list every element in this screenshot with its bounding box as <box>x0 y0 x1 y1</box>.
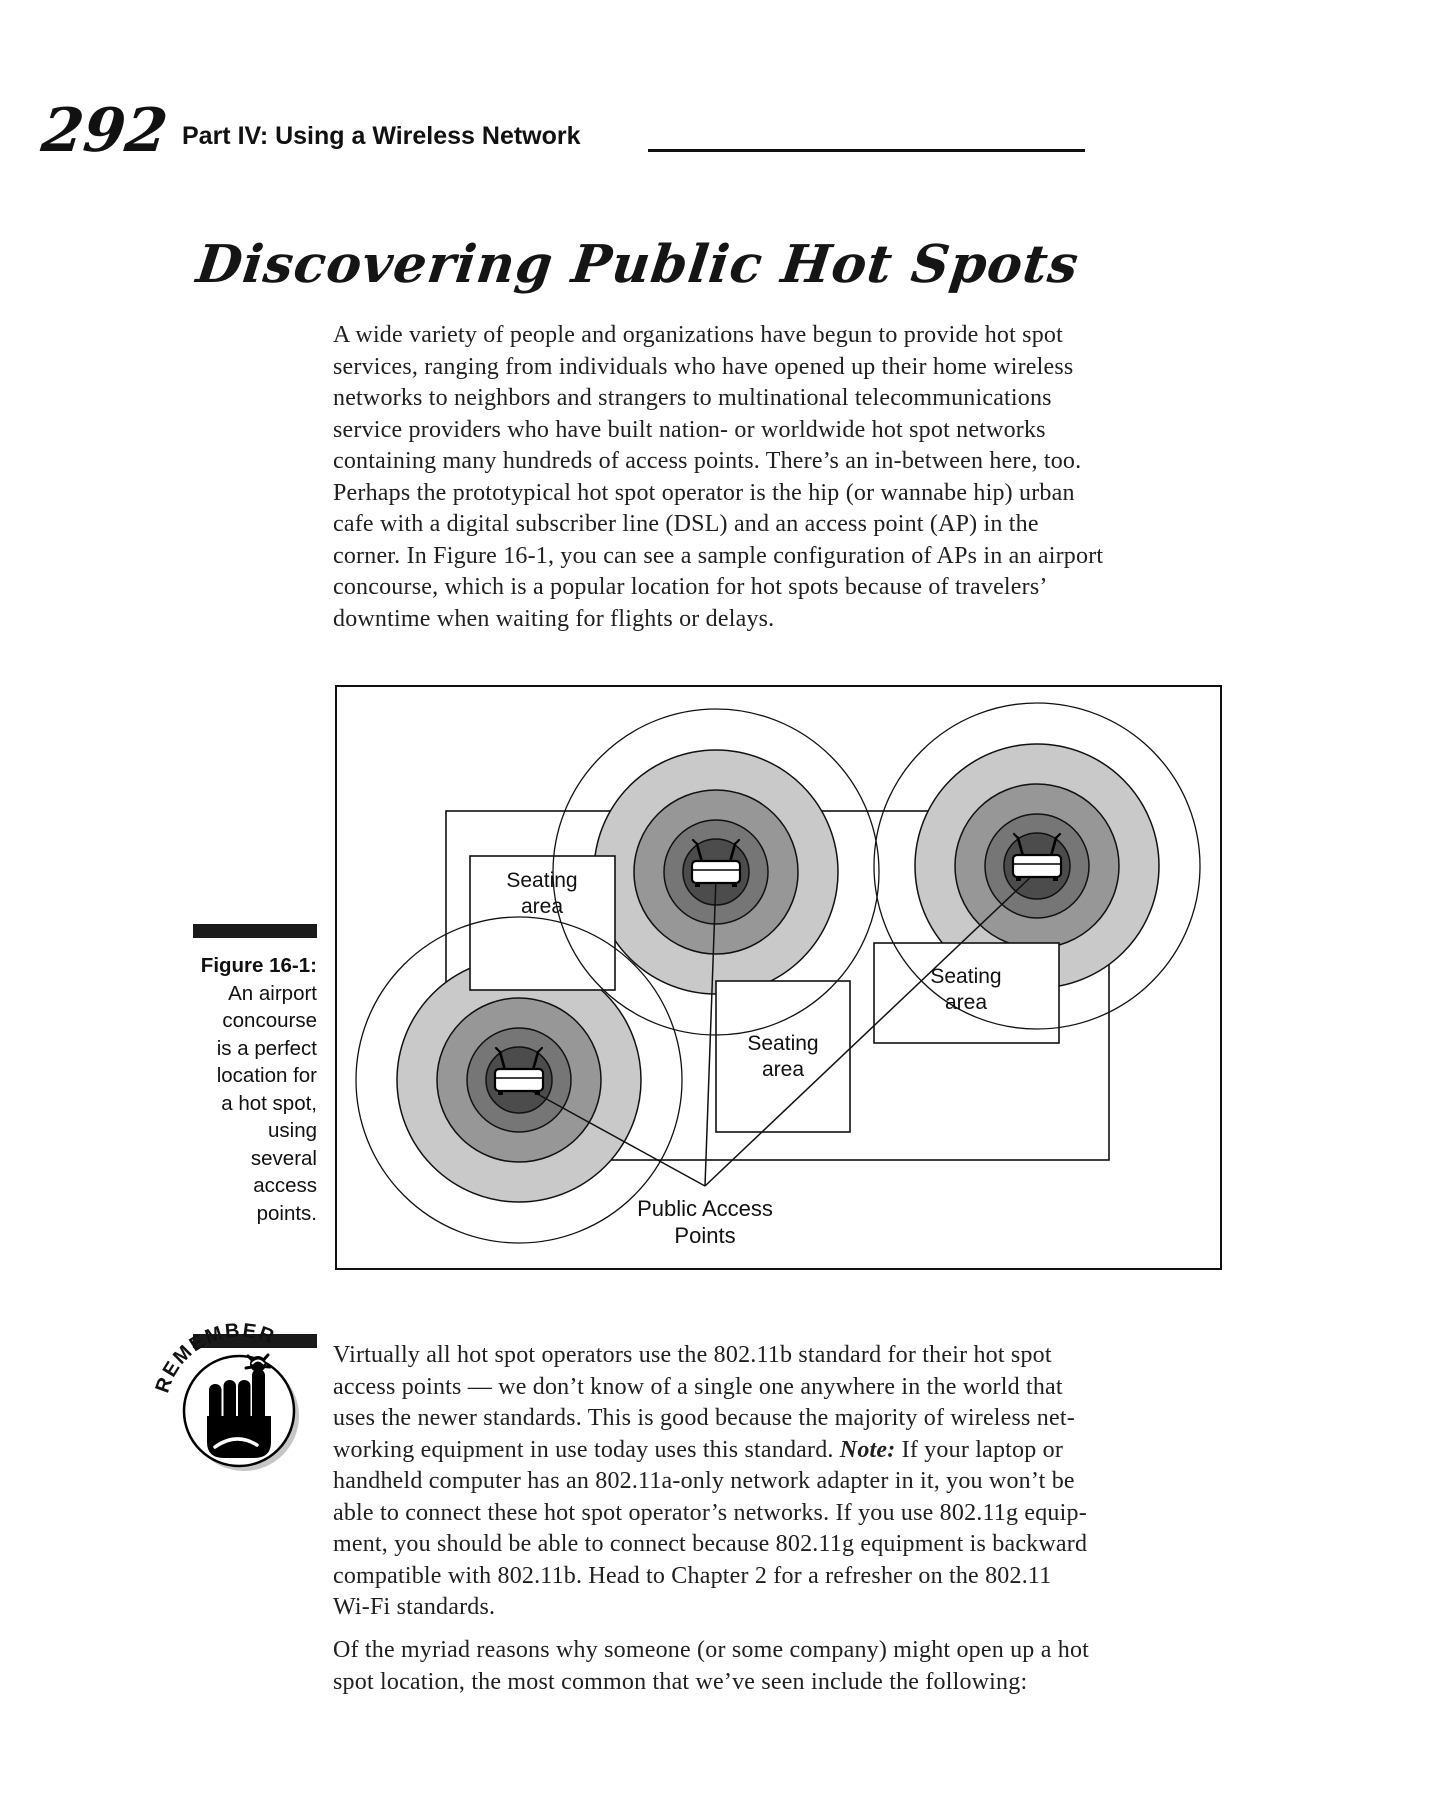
seating-area-label: Seating <box>747 1032 819 1055</box>
figure-caption-line: using <box>267 1119 317 1142</box>
body-line: downtime when waiting for flights or delays. <box>333 605 775 632</box>
body-line: spot location, the most common that we’ve seen include the following: <box>333 1668 1028 1695</box>
body-line: Virtually all hot spot operators use the 802.11b standard for their hot spot <box>333 1342 1052 1368</box>
seating-area-rect <box>716 981 850 1132</box>
note-word: Note: <box>839 1436 896 1463</box>
caption-bar-top <box>193 924 317 938</box>
intro-paragraph <box>333 320 1103 635</box>
body-line: concourse, which is a popular location for hot spots because of travelers’ <box>333 574 1048 600</box>
body-line: Of the myriad reasons why someone (or some company) might open up a hot <box>333 1637 1090 1663</box>
remember-icon <box>152 1312 342 1482</box>
figure-caption-line: concourse <box>222 1009 317 1032</box>
part-header: Part IV: Using a Wireless Network <box>182 122 581 150</box>
figure-caption <box>150 952 317 1227</box>
seating-area-box-middle <box>716 981 850 1132</box>
page-number: 292 <box>38 96 171 166</box>
body-line-with-note <box>333 1435 1087 1467</box>
figure-caption-line: location for <box>216 1064 317 1087</box>
body-line: ment, you should be able to connect because 802.11g equipment is backward <box>333 1531 1088 1557</box>
header-rule <box>648 149 1085 152</box>
figure-caption-line: several <box>250 1146 317 1170</box>
body-line: Wi-Fi standards. <box>333 1594 496 1620</box>
figure-caption-line: points. <box>256 1201 317 1225</box>
body-line: access points — we don’t know of a single one anywhere in the world that <box>333 1373 1063 1400</box>
body-line: cafe with a digital subscriber line (DSL) and an access point (AP) in the <box>333 511 1039 537</box>
public-access-points-label: Points <box>674 1223 736 1248</box>
body-line: corner. In Figure 16-1, you can see a sample configuration of APs in an airport <box>333 542 1104 569</box>
airport-concourse-diagram <box>335 685 1222 1270</box>
body-line: able to connect these hot spot operator’s networks. If you use 802.11g equip- <box>333 1499 1087 1526</box>
seating-area-box-left <box>470 856 615 990</box>
figure-caption-line: An airport <box>228 981 317 1005</box>
public-access-points-label: Public Access <box>637 1196 773 1221</box>
seating-area-label: Seating <box>930 965 1002 988</box>
seating-area-label: Seating <box>506 869 578 892</box>
closing-paragraph <box>333 1635 1089 1698</box>
note-pre: working equipment in use today uses this standard. <box>333 1436 840 1463</box>
body-line: Perhaps the prototypical hot spot operator is the hip (or wannabe hip) urban <box>333 479 1075 506</box>
body-line: uses the newer standards. This is good because the majority of wireless net- <box>333 1405 1075 1431</box>
seating-area-label: area <box>520 895 564 918</box>
seating-area-label: area <box>944 991 988 1014</box>
figure-caption-line: a hot spot, <box>221 1091 317 1115</box>
remember-label: REMEMBER <box>152 1319 279 1396</box>
figure-16-1-diagram <box>335 685 1222 1270</box>
body-line: compatible with 802.11b. Head to Chapter 2 for a refresher on the 802.11 <box>333 1562 1052 1589</box>
seating-area-label: area <box>761 1058 805 1081</box>
figure-caption-line: access <box>253 1174 317 1197</box>
figure-caption-line: is a perfect <box>216 1036 317 1060</box>
note-post: If your laptop or <box>895 1436 1064 1463</box>
body-line: services, ranging from individuals who have opened up their home wireless <box>333 353 1074 380</box>
remember-paragraph <box>333 1340 1087 1624</box>
section-title: Discovering Public Hot Spots <box>193 234 1083 295</box>
figure-caption-label: Figure 16-1: <box>200 954 317 977</box>
body-line: service providers who have built nation- or worldwide hot spot networks <box>333 416 1046 443</box>
body-line: handheld computer has an 802.11a-only network adapter in it, you won’t be <box>333 1468 1075 1494</box>
body-line: A wide variety of people and organizations have begun to provide hot spot <box>333 322 1063 348</box>
body-line: networks to neighbors and strangers to multinational telecommunications <box>333 385 1052 411</box>
body-line: containing many hundreds of access points. There’s an in-between here, too. <box>333 448 1082 474</box>
